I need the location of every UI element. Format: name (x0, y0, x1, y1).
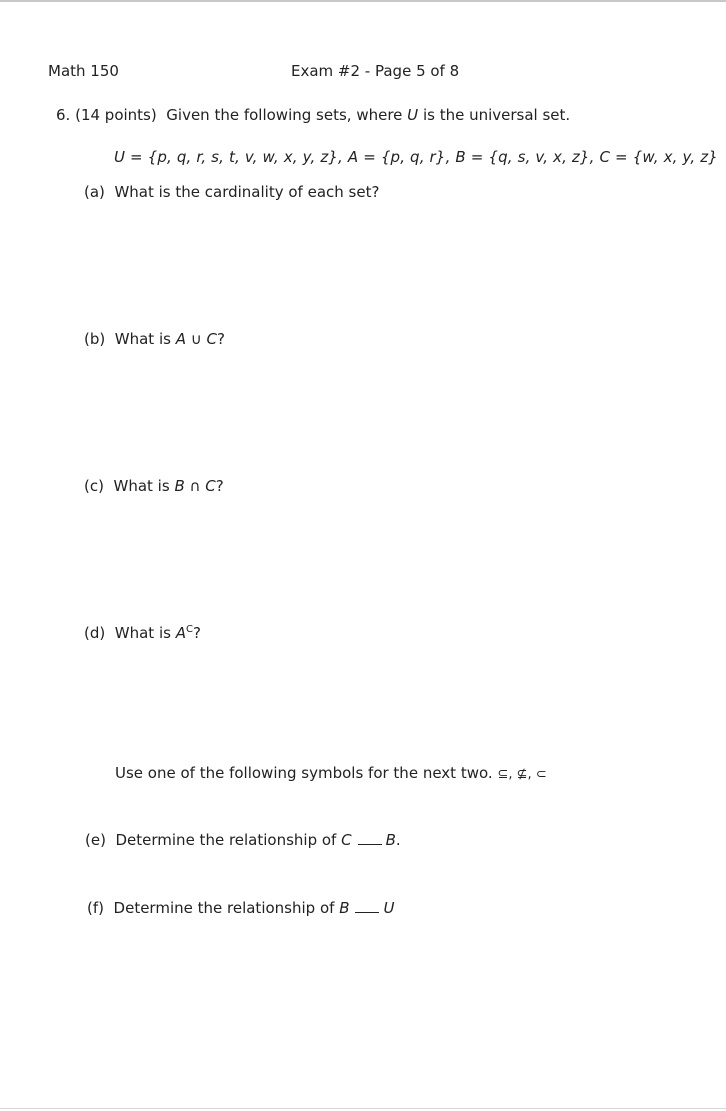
part-d-text: What is (114, 624, 171, 642)
part-f (87, 898, 394, 918)
exam-page-indicator: Exam #2 - Page 5 of 8 (291, 62, 460, 80)
part-d-set: A (175, 624, 186, 642)
part-b-label: (b) (84, 330, 106, 348)
part-b-question-mark: ? (216, 330, 225, 348)
part-a-text: What is the cardinality of each set? (114, 183, 380, 201)
part-e-period: . (395, 831, 401, 849)
relation-symbols: ⊆, ⊈, ⊂ (497, 767, 547, 782)
part-c-question-mark: ? (215, 477, 224, 495)
part-c-text: What is (113, 477, 170, 495)
part-f-label: (f) (87, 899, 104, 917)
sets-definition: U = {p, q, r, s, t, v, w, x, y, z}, A = {p, q, r}, B = {q, s, v, x, z}, C = {w, x, y, z} (114, 148, 718, 166)
part-f-left-set: B (339, 899, 350, 917)
question-prompt-pre: Given the following sets, where (166, 106, 403, 124)
part-b (84, 329, 225, 349)
page-bottom-border (0, 1108, 726, 1109)
part-e-text: Determine the relationship of (115, 831, 337, 849)
page-top-border (0, 0, 726, 2)
part-e-label: (e) (85, 831, 106, 849)
question-prompt-var: U (407, 106, 419, 124)
part-d-complement: C (186, 624, 193, 635)
part-e (85, 830, 401, 850)
part-e-answer-blank[interactable] (358, 832, 382, 845)
part-d (84, 623, 201, 643)
course-title: Math 150 (48, 62, 119, 80)
part-e-right-set: B (385, 831, 396, 849)
part-d-label: (d) (84, 624, 106, 642)
part-a-label: (a) (84, 183, 105, 201)
part-a (84, 182, 379, 202)
part-c (84, 476, 224, 496)
part-f-answer-blank[interactable] (355, 900, 379, 913)
instruction-text: Use one of the following symbols for the next two. (115, 764, 493, 782)
question-points: (14 points) (75, 106, 157, 124)
part-e-left-set: C (341, 831, 352, 849)
part-c-expression: B ∩ C (174, 477, 216, 495)
symbol-instruction (115, 763, 547, 785)
part-c-label: (c) (84, 477, 104, 495)
part-b-expression: A ∪ C (175, 330, 217, 348)
question-number: 6. (56, 106, 71, 124)
part-f-text: Determine the relationship of (113, 899, 335, 917)
question-header (56, 105, 570, 125)
part-b-text: What is (114, 330, 171, 348)
question-prompt-post: is the universal set. (422, 106, 571, 124)
part-f-right-set: U (383, 899, 395, 917)
part-d-question-mark: ? (192, 624, 201, 642)
